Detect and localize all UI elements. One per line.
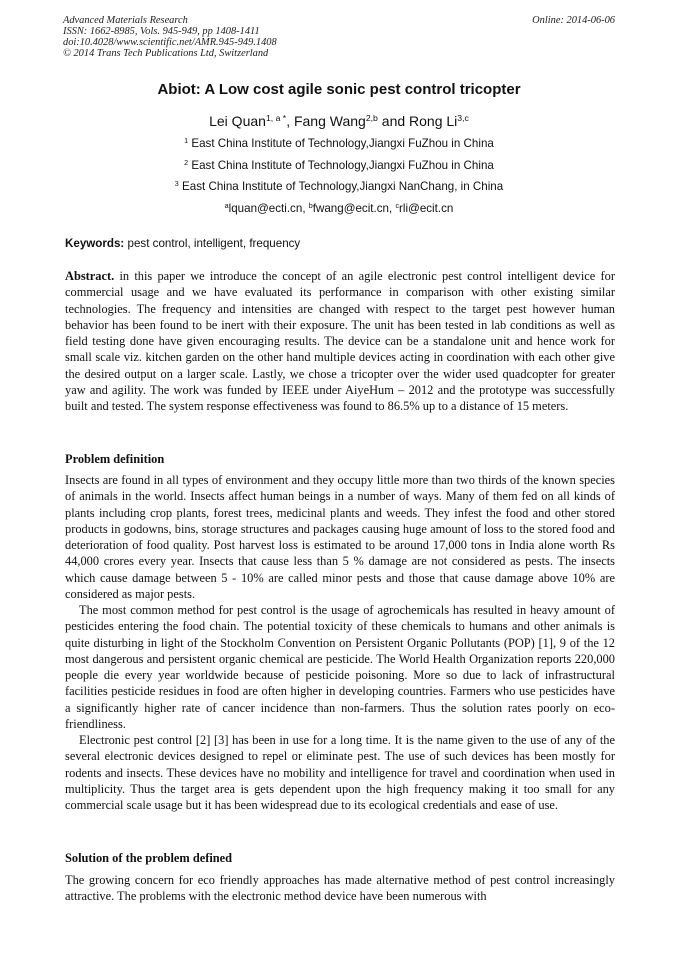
keywords-text: pest control, intelligent, frequency: [127, 237, 301, 250]
author-superscript: 1, a *: [265, 113, 287, 124]
keywords: [65, 237, 300, 250]
section-heading: Problem definition: [65, 452, 165, 466]
email-superscript: a: [224, 201, 229, 211]
online-date: Online: 2014-06-06: [532, 15, 615, 26]
email-address: fwang@ecit.cn: [312, 202, 389, 215]
journal-header: [63, 15, 277, 59]
doi-line: doi:10.4028/www.scientific.net/AMR.945-949.1408: [63, 37, 277, 48]
paragraph: The most common method for pest control is the usage of agrochemicals has resulted in heavy amount of pesticides entering the food chain. The potential toxicity of these chemicals to humans and other animals is quite disturbing in light of the Stockholm Convention on Persistent Organic Pollutants (POP) [1], 9 of the 12 most dangerous and persistent organic chemical are pesticide. The World Health Organization reports 220,000 people die every year worldwide because of pesticide poisoning. More so due to lack of infrastructural facilities pesticide residues in food are often higher in developing countries. Farmers who use pesticides have a significantly higher rate of cancer incidence than non-farmers. Thus the solution rates poorly on eco-friendliness.: [65, 603, 615, 732]
author-superscript: 3,c: [457, 113, 469, 124]
email-superscript: c: [395, 201, 400, 211]
email-address: lquan@ecti.cn: [228, 202, 303, 215]
author-name: Rong Li: [409, 113, 458, 129]
email-separator: ,: [302, 202, 309, 215]
author-superscript: 2,b: [365, 113, 378, 124]
section-heading: Solution of the problem defined: [65, 851, 233, 865]
affiliation-number: 1: [184, 136, 189, 146]
keywords-label: Keywords:: [65, 237, 125, 250]
abstract-label: Abstract.: [65, 269, 115, 283]
affiliation-number: 2: [184, 158, 189, 168]
issn-line: ISSN: 1662-8985, Vols. 945-949, pp 1408-1411: [63, 26, 260, 37]
affiliation-2: [0, 159, 678, 172]
email-separator: ,: [388, 202, 396, 215]
author-separator: ,: [286, 113, 294, 129]
journal-name: Advanced Materials Research: [63, 15, 188, 26]
email-address: rli@ecit.cn: [399, 202, 454, 215]
author-name: Lei Quan: [209, 113, 266, 129]
paragraph: The growing concern for eco friendly approaches has made alternative method of pest control increasingly attractive. The problems with the electronic method device have been numerous with: [65, 873, 615, 904]
author-name: Fang Wang: [293, 113, 366, 129]
affiliation-text: East China Institute of Technology,Jiangxi FuZhou in China: [191, 137, 494, 150]
abstract-text: in this paper we introduce the concept of an agile electronic pest control intelligent device for commercial usage and we have evaluated its performance in comparison with other existing similar technologies. The frequency and intensities are changed with respect to the target pest however human behavior has been found to be inert with their exposure. The unit has been tested in lab conditions as well as field testing done have given encouraging results. The device can be a standalone unit and hence work for small scale viz. kitchen garden on the other hand multiple devices acting in coordination with each other give the desired output on a larger scale. Lastly, we chose a tricopter over the wider used quadcopter for greater yaw and agility. The work was funded by IEEE under AiyeHum – 2012 and the prototype was successfully built and tested. The system response effectiveness was found to 86.5% up to a distance of 15 meters.: [65, 269, 615, 414]
paragraph: Electronic pest control [2] [3] has been in use for a long time. It is the name given to the use of any of the several electronic devices designed to repel or eliminate pest. The use of such devices has been mostly for rodents and insects. These devices have no mobility and intelligence for travel and coordination when used in multiplicity. Thus the target area is gets dependent upon the high frequency making it too small for any commercial scale usage but it has been widespread due to its ecological credentials and ease of use.: [65, 733, 615, 813]
affiliation-1: [0, 137, 678, 150]
affiliation-text: East China Institute of Technology,Jiangxi FuZhou in China: [191, 159, 494, 172]
paragraph: Insects are found in all types of environment and they occupy little more than two thirds of the known species of animals in the world. Insects affect human beings in a number of ways. Many of them fed on all kinds of plants including crop plants, forest trees, medicinal plants and weeds. They infest the food and other stored products in godowns, bins, storage structures and packages causing huge amount of loss to the stored food and deterioration of food quality. Post harvest loss is estimated to be around 17,000 tons in India alone worth Rs 44,000 crores every year. Insects that cause less than 5 % damage are not considered as pests. The insects which cause damage between 5 - 10% are called minor pests and those that cause damage above 10% are considered as major pests.: [65, 473, 615, 602]
copyright-line: © 2014 Trans Tech Publications Ltd, Switzerland: [63, 48, 269, 59]
author-separator: and: [377, 113, 410, 129]
email-list: [0, 202, 678, 215]
abstract: [65, 268, 615, 415]
affiliation-3: [0, 180, 678, 193]
email-superscript: b: [308, 201, 313, 211]
author-list: [0, 113, 678, 129]
affiliation-text: East China Institute of Technology,Jiangxi NanChang, in China: [182, 180, 504, 193]
paper-title: Abiot: A Low cost agile sonic pest control tricopter: [157, 81, 521, 98]
affiliation-number: 3: [174, 179, 179, 189]
